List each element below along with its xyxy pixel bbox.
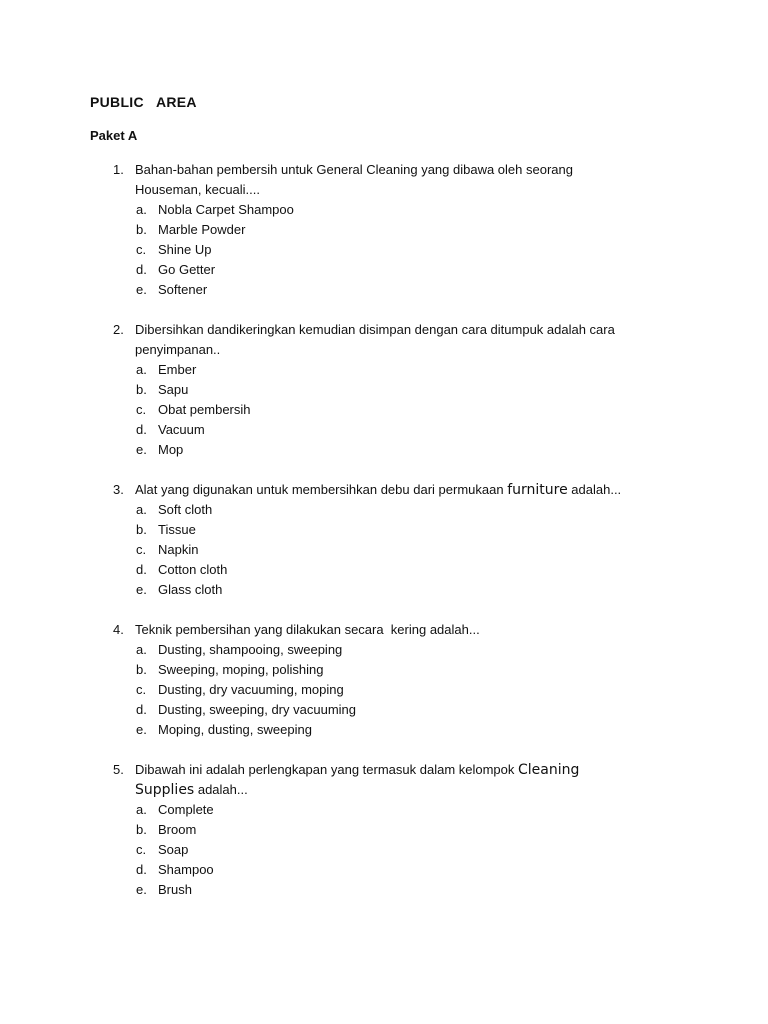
option-letter: b.: [136, 222, 147, 237]
option-letter: e.: [136, 442, 147, 457]
page-title: PUBLIC AREA: [90, 94, 197, 110]
option-item: [0, 520, 768, 540]
option-text: Complete: [158, 802, 214, 817]
option-list: [0, 500, 768, 600]
question-item: [0, 760, 768, 900]
option-letter: c.: [136, 402, 147, 417]
option-letter: b.: [136, 822, 147, 837]
option-text: Sweeping, moping, polishing: [158, 662, 324, 677]
option-item: [0, 680, 768, 700]
option-item: [0, 400, 768, 420]
option-item: [0, 500, 768, 520]
option-letter: c.: [136, 682, 147, 697]
package-subtitle: Paket A: [90, 128, 138, 143]
option-list: [0, 360, 768, 460]
option-letter: d.: [136, 562, 147, 577]
option-item: [0, 860, 768, 880]
option-text: Soft cloth: [158, 502, 213, 517]
option-item: [0, 420, 768, 440]
option-item: [0, 440, 768, 460]
option-text: Moping, dusting, sweeping: [158, 722, 312, 737]
option-text: Go Getter: [158, 262, 216, 277]
option-item: [0, 820, 768, 840]
option-text: Glass cloth: [158, 582, 223, 597]
option-letter: a.: [136, 802, 147, 817]
option-text: Dusting, sweeping, dry vacuuming: [158, 702, 356, 717]
option-item: [0, 200, 768, 220]
option-text: Cotton cloth: [158, 562, 228, 577]
question-text: Bahan-bahan pembersih untuk General Cleaning yang dibawa oleh seorang Houseman, kecuali....: [135, 162, 573, 197]
option-item: [0, 560, 768, 580]
question-item: [0, 320, 768, 460]
question-item: [0, 160, 768, 300]
option-text: Brush: [158, 882, 192, 897]
option-text: Softener: [158, 282, 208, 297]
option-text: Marble Powder: [158, 222, 246, 237]
option-letter: a.: [136, 502, 147, 517]
option-item: [0, 260, 768, 280]
option-letter: d.: [136, 422, 147, 437]
option-text: Shine Up: [158, 242, 212, 257]
question-number: 5.: [113, 762, 124, 777]
question-number: 3.: [113, 482, 124, 497]
option-list: [0, 800, 768, 900]
option-letter: a.: [136, 202, 147, 217]
option-text: Dusting, dry vacuuming, moping: [158, 682, 344, 697]
question-number: 1.: [113, 162, 124, 177]
option-text: Shampoo: [158, 862, 214, 877]
option-list: [0, 640, 768, 740]
option-letter: b.: [136, 662, 147, 677]
question-number: 4.: [113, 622, 124, 637]
option-text: Obat pembersih: [158, 402, 251, 417]
option-text: Napkin: [158, 542, 199, 557]
option-letter: d.: [136, 262, 147, 277]
option-item: [0, 220, 768, 240]
option-letter: c.: [136, 242, 147, 257]
option-letter: c.: [136, 542, 147, 557]
option-text: Tissue: [158, 522, 196, 537]
option-item: [0, 280, 768, 300]
option-item: [0, 240, 768, 260]
question-text: Alat yang digunakan untuk membersihkan debu dari permukaan furniture adalah...: [135, 482, 622, 498]
option-text: Soap: [158, 842, 189, 857]
option-letter: a.: [136, 362, 147, 377]
question-number: 2.: [113, 322, 124, 337]
option-text: Mop: [158, 442, 184, 457]
question-text: Dibersihkan dandikeringkan kemudian disimpan dengan cara ditumpuk adalah cara penyimpanan..: [135, 322, 615, 357]
question-text: Dibawah ini adalah perlengkapan yang termasuk dalam kelompok Cleaning Supplies adalah...: [135, 762, 580, 798]
option-letter: c.: [136, 842, 147, 857]
option-text: Broom: [158, 822, 197, 837]
option-letter: a.: [136, 642, 147, 657]
option-text: Ember: [158, 362, 197, 377]
option-list: [0, 200, 768, 300]
option-letter: d.: [136, 702, 147, 717]
question-item: [0, 620, 768, 740]
option-item: [0, 700, 768, 720]
option-text: Sapu: [158, 382, 189, 397]
question-item: [0, 480, 768, 600]
option-letter: e.: [136, 582, 147, 597]
option-item: [0, 580, 768, 600]
option-item: [0, 360, 768, 380]
question-text: Teknik pembersihan yang dilakukan secara kering adalah...: [135, 622, 480, 637]
option-item: [0, 640, 768, 660]
option-letter: b.: [136, 522, 147, 537]
option-letter: b.: [136, 382, 147, 397]
option-item: [0, 380, 768, 400]
option-item: [0, 840, 768, 860]
option-item: [0, 800, 768, 820]
option-text: Nobla Carpet Shampoo: [158, 202, 294, 217]
option-letter: e.: [136, 882, 147, 897]
option-letter: e.: [136, 722, 147, 737]
option-item: [0, 660, 768, 680]
option-letter: d.: [136, 862, 147, 877]
option-item: [0, 880, 768, 900]
option-text: Vacuum: [158, 422, 205, 437]
question-list: [0, 160, 768, 920]
option-item: [0, 720, 768, 740]
option-text: Dusting, shampooing, sweeping: [158, 642, 343, 657]
option-letter: e.: [136, 282, 147, 297]
option-item: [0, 540, 768, 560]
